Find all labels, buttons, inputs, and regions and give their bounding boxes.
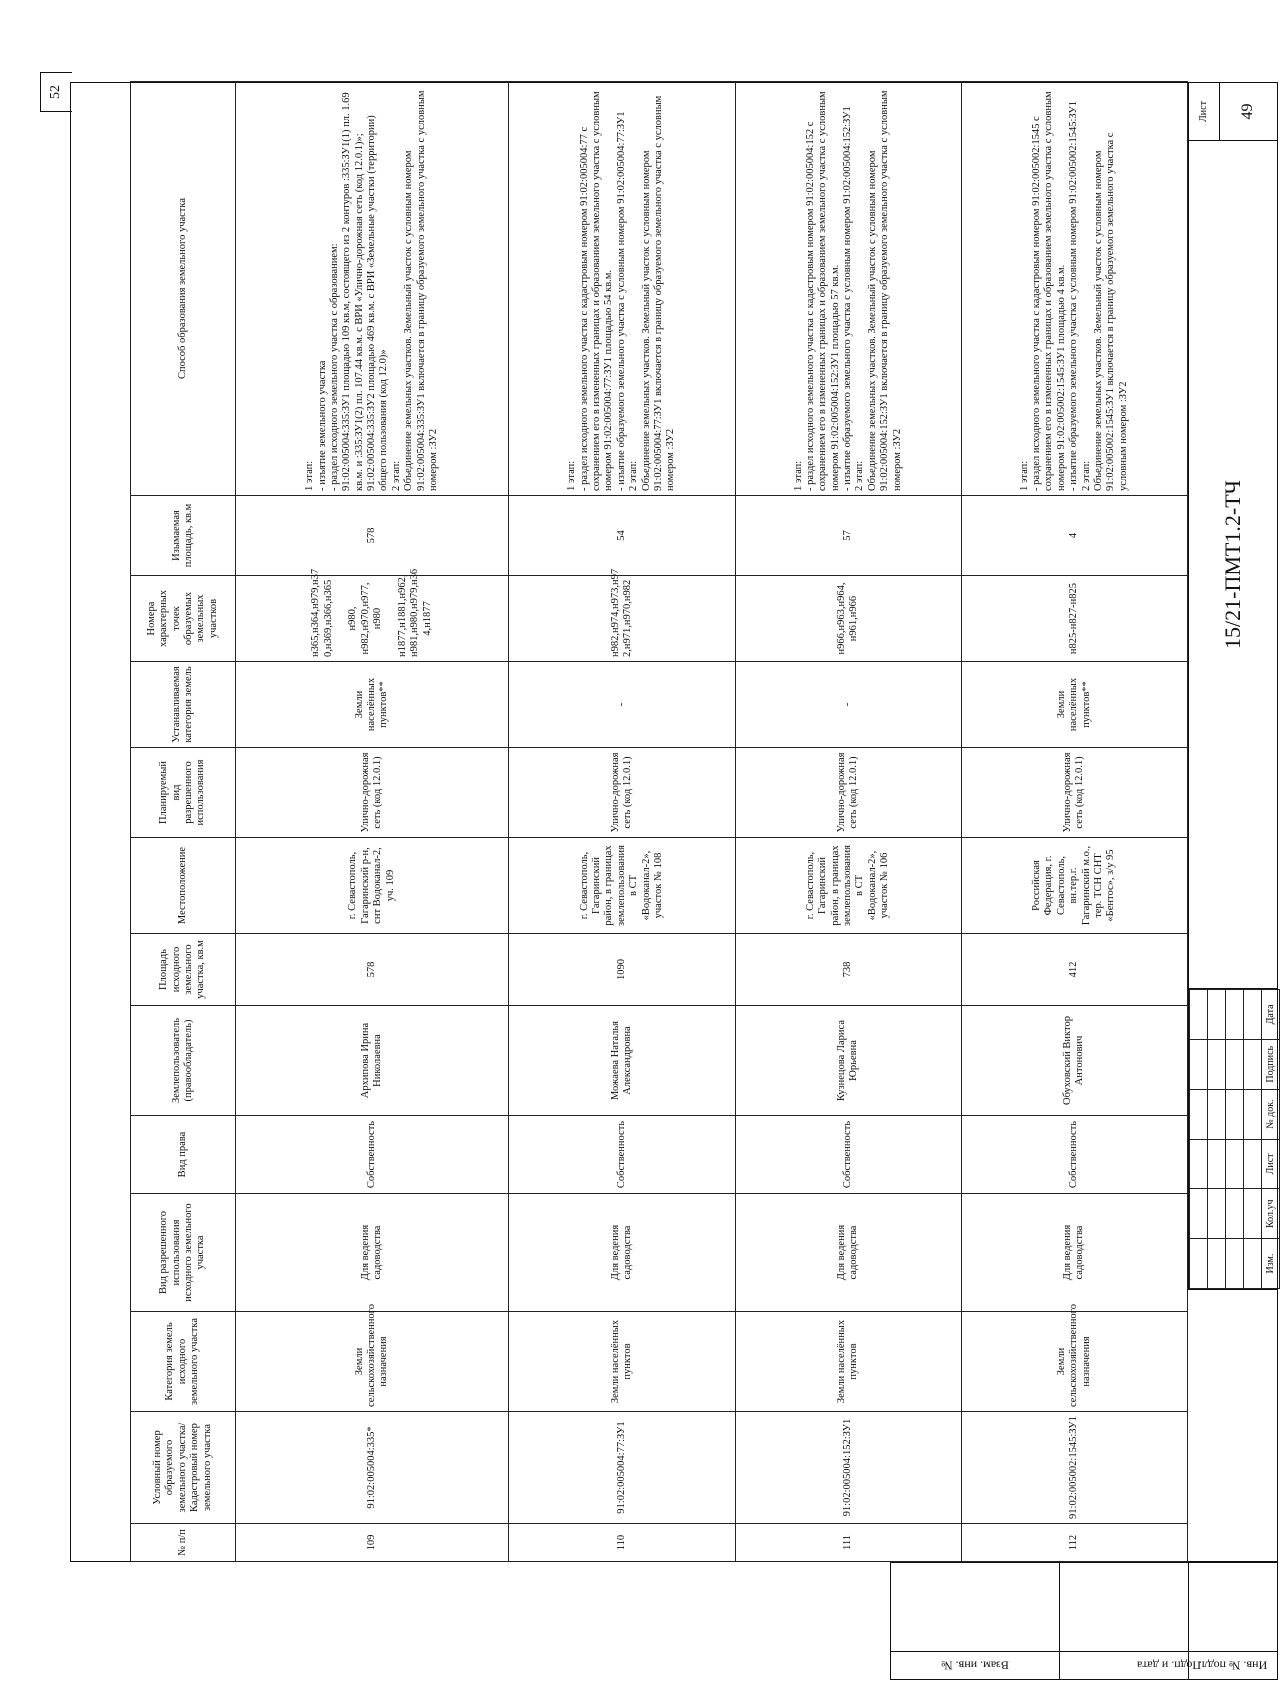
tb-col-label: Дата <box>1262 990 1280 1040</box>
point-numbers: н825-н827-н825 <box>961 576 1187 662</box>
permitted-use: Для ведения садоводства <box>236 1194 509 1312</box>
land-category: Земли населённых пунктов <box>509 1312 735 1412</box>
owner: Кузнецова Лариса Юрьевна <box>735 1006 961 1116</box>
side-label-original <box>1188 1562 1278 1680</box>
seized-area: 4 <box>961 496 1187 576</box>
tb-col-label: Кол.уч <box>1262 1189 1280 1239</box>
cadastral-number: 91:02:005004:77:ЗУ1 <box>509 1412 735 1524</box>
sheet-label: Лист <box>1189 83 1220 140</box>
document-sheet <box>40 40 1276 1680</box>
header-cell: Устанавливаемая категория земель <box>131 662 236 748</box>
page-number: 52 <box>40 72 72 112</box>
header-cell: Вид разрешенного использования исходного земельного участка <box>131 1194 236 1312</box>
seized-area: 57 <box>735 496 961 576</box>
table-row <box>509 82 735 1562</box>
header-cell: Местоположение <box>131 838 236 934</box>
revision-table <box>1189 989 1280 1289</box>
header-cell: Условный номер образуемого земельного участка/ Кадастровый номер земельного участка <box>131 1412 236 1524</box>
owner: Архипова Ирина Николаевна <box>236 1006 509 1116</box>
permitted-use: Для ведения садоводства <box>961 1194 1187 1312</box>
cadastral-number: 91:02:005004:152:ЗУ1 <box>735 1412 961 1524</box>
source-area: 738 <box>735 934 961 1006</box>
planned-use: Улично-дорожная сеть (код 12.0.1) <box>735 748 961 838</box>
table-header-row <box>131 82 236 1562</box>
tb-col-label: Подпись <box>1262 1039 1280 1089</box>
point-numbers: н982,н974,н973,н97 2,н971,н970,н982 <box>509 576 735 662</box>
row-number: 112 <box>961 1524 1187 1562</box>
owner: Можаева Наталья Александровна <box>509 1006 735 1116</box>
formation-method: 1 этап: - изъятие земельного участка - раздел исходного земельного участка с образованием: 91:02:005004:335:ЗУ1 площадью 109 кв.м, состоящего из 2 контуров :335:ЗУ1(1) пл. 1.69 кв.м. и :335:ЗУ1(2) пл. 107.44 кв.м. с ВРИ «Улично-дорожная сеть (код 12.0.1)»; 91:02:005004:335:ЗУ2 площадью 469 кв.м. с ВРИ «Земельные участки (территории) общего пользования (код 12.0)» 2 этап: Объединение земельных участков. Земельный участок с условным номером 91:02:005004:335:ЗУ1 включается в границу образуемого земельного участка с условным номером :ЗУ2 <box>236 82 509 496</box>
table-row <box>961 82 1187 1562</box>
table-row <box>735 82 961 1562</box>
row-number: 111 <box>735 1524 961 1562</box>
point-numbers: н966,н963,н964, н961,н966 <box>735 576 961 662</box>
planned-use: Улично-дорожная сеть (код 12.0.1) <box>509 748 735 838</box>
location: Российская Федерация, г. Севастополь, вн.тер.г. Гагаринский м.о., тер. ТСН СНТ «Бентос», з/у 95 <box>961 838 1187 934</box>
header-cell: № п/п <box>131 1524 236 1562</box>
tb-col-label: Лист <box>1262 1139 1280 1189</box>
side-label-text: Взам. инв. № <box>941 1659 1009 1673</box>
land-category: Земли сельскохозяйственного назначения <box>236 1312 509 1412</box>
permitted-use: Для ведения садоводства <box>509 1194 735 1312</box>
header-cell: Площадь исходного земельного участка, кв.м <box>131 934 236 1006</box>
source-area: 1090 <box>509 934 735 1006</box>
header-strip <box>70 82 130 1562</box>
document-code: 15/21-ПМТ1.2-ТЧ <box>1189 141 1277 989</box>
land-category: Земли населённых пунктов <box>735 1312 961 1412</box>
location: г. Севастополь, Гагаринский район, в границах землепользования в СТ «Водоканал-2», участок № 108 <box>509 838 735 934</box>
owner: Обуховский Виктор Антонович <box>961 1006 1187 1116</box>
right-type: Собственность <box>236 1116 509 1194</box>
sheet-number: 49 <box>1239 103 1256 120</box>
side-label-replace-inv <box>890 1562 1060 1680</box>
sheet-number-box <box>1189 83 1277 141</box>
seized-area: 578 <box>236 496 509 576</box>
header-cell: Изымаемая площадь, кв.м <box>131 496 236 576</box>
new-category: Земли населённых пунктов** <box>236 662 509 748</box>
right-type: Собственность <box>509 1116 735 1194</box>
title-block <box>1188 82 1278 1290</box>
location: г. Севастополь, Гагаринский р-н, снт Водоканал-2, уч. 109 <box>236 838 509 934</box>
cadastral-number: 91:02:005002:1545:ЗУ1 <box>961 1412 1187 1524</box>
header-cell: Планируемый вид разрешенного использования <box>131 748 236 838</box>
planned-use: Улично-дорожная сеть (код 12.0.1) <box>961 748 1187 838</box>
location: г. Севастополь, Гагаринский район, в границах землепользования в СТ «Водоканал-2», участок № 106 <box>735 838 961 934</box>
header-cell: Номера характерных точек образуемых земельных участков <box>131 576 236 662</box>
new-category: - <box>735 662 961 748</box>
header-cell: Категория земель исходного земельного участка <box>131 1312 236 1412</box>
tb-col-label: Изм. <box>1262 1239 1280 1289</box>
point-numbers: н365,н364,н979,н37 0,н369,н366,н365 н980, н982,н970,н977, н980 н1877,н1881,н962, н981,н980,н979,н36 4,н1877 <box>236 576 509 662</box>
source-area: 412 <box>961 934 1187 1006</box>
seized-area: 54 <box>509 496 735 576</box>
land-category: Земли сельскохозяйственного назначения <box>961 1312 1187 1412</box>
right-type: Собственность <box>961 1116 1187 1194</box>
formation-method: 1 этап: - раздел исходного земельного участка с кадастровым номером 91:02:005002:1545 с сохранением его в измененных границах и образованием земельного участка с условным номером 91:02:005002:1545:ЗУ1 площадью 4 кв.м. - изъятие образуемого земельного участка с условным номером 91:02:005002:1545:ЗУ1 2 этап: Объединение земельных участков. Земельный участок с условным номером 91:02:005002:1545:ЗУ1 включается в границу образуемого земельного участка с условным номером :ЗУ2 <box>961 82 1187 496</box>
tb-col-label: № док. <box>1262 1089 1280 1139</box>
side-label-text: Подп. и дата <box>1136 1659 1201 1673</box>
row-number: 110 <box>509 1524 735 1562</box>
land-plots-table <box>130 81 1188 1562</box>
table-row <box>236 82 509 1562</box>
row-number: 109 <box>236 1524 509 1562</box>
planned-use: Улично-дорожная сеть (код 12.0.1) <box>236 748 509 838</box>
source-area: 578 <box>236 934 509 1006</box>
header-cell: Способ образования земельного участка <box>131 82 236 496</box>
formation-method: 1 этап: - раздел исходного земельного участка с кадастровым номером 91:02:005004:77 с сохранением его в измененных границах и образованием земельного участка с условным номером 91:02:005004:77:ЗУ1 площадью 54 кв.м. - изъятие образуемого земельного участка с условным номером 91:02:005004:77:ЗУ1 2 этап: Объединение земельных участков. Земельный участок с условным номером 91:02:005004:77:ЗУ1 включается в границу образуемого земельного участка с условным номером :ЗУ2 <box>509 82 735 496</box>
header-cell: Вид права <box>131 1116 236 1194</box>
side-label-text: Инв. № подл. <box>1198 1659 1268 1673</box>
header-cell: Землепользователь (правообладатель) <box>131 1006 236 1116</box>
right-type: Собственность <box>735 1116 961 1194</box>
permitted-use: Для ведения садоводства <box>735 1194 961 1312</box>
new-category: Земли населённых пунктов** <box>961 662 1187 748</box>
cadastral-number: 91:02:005004:335* <box>236 1412 509 1524</box>
formation-method: 1 этап: - раздел исходного земельного участка с кадастровым номером 91:02:005004:152 с сохранением его в измененных границах и образованием земельного участка с условным номером 91:02:005004:152:ЗУ1 площадью 57 кв.м. - изъятие образуемого земельного участка с условным номером 91:02:005004:152:ЗУ1 2 этап: Объединение земельных участков. Земельный участок с условным номером 91:02:005004:152:ЗУ1 включается в границу образуемого земельного участка с условным номером :ЗУ2 <box>735 82 961 496</box>
new-category: - <box>509 662 735 748</box>
